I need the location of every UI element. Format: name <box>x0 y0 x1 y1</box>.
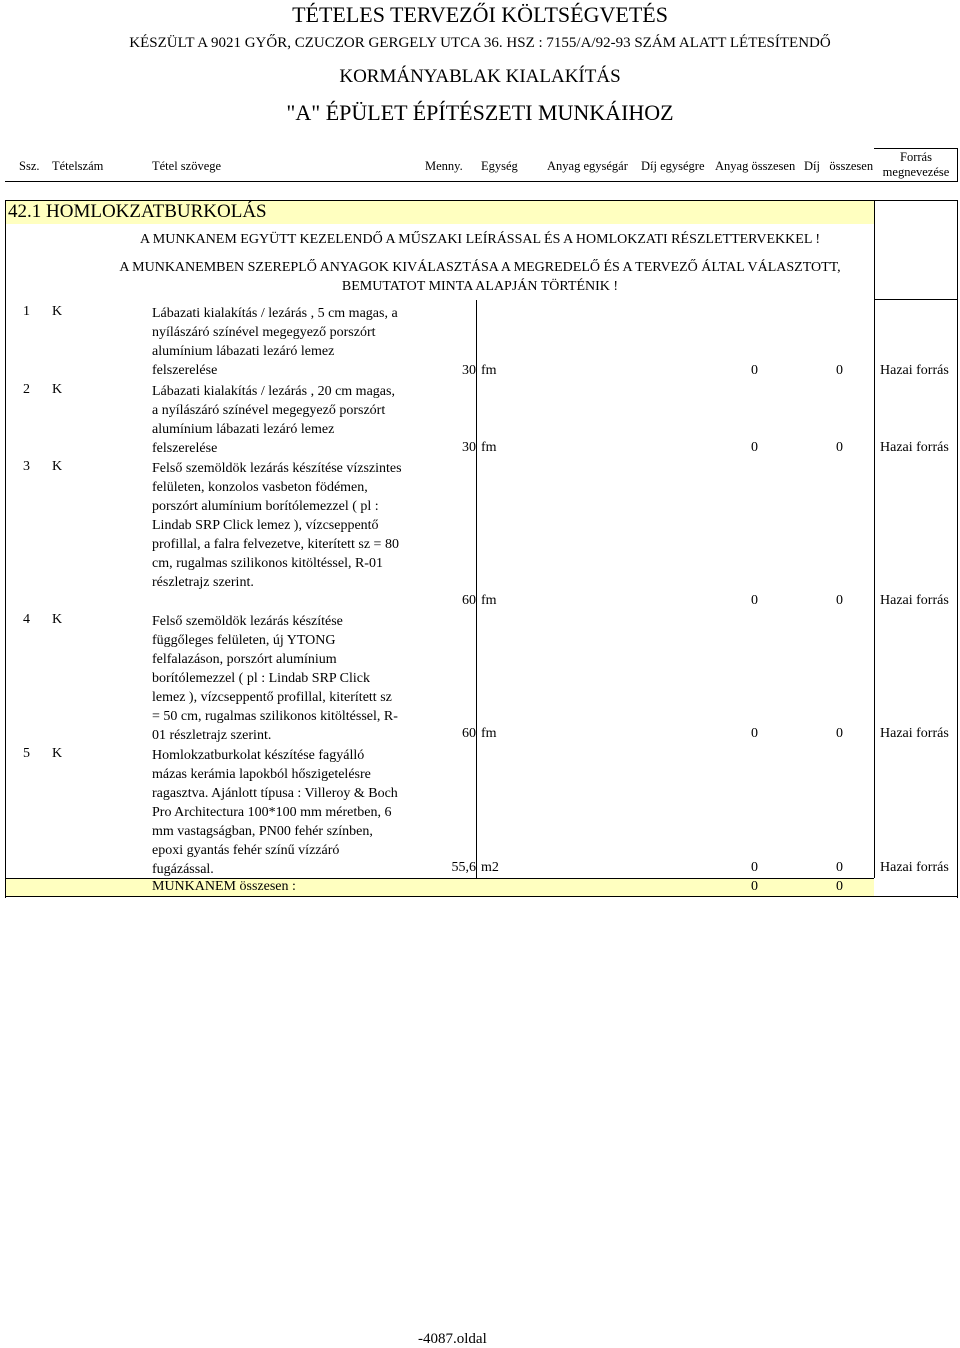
col-divider-menny <box>476 300 477 878</box>
item-2-anyag: 0 <box>751 440 758 455</box>
note-2b: BEMUTATOT MINTA ALAPJÁN TÖRTÉNIK ! <box>341 279 619 294</box>
address-line: KÉSZÜLT A 9021 GYŐR, CZUCZOR GERGELY UTCA 36. HSZ : 7155/A/92-93 SZÁM ALATT LÉTESÍTENDŐ <box>129 35 831 51</box>
item-5-kod: K <box>52 746 63 761</box>
forras-right-rule <box>957 148 958 182</box>
item-1-egyseg: fm <box>481 363 497 378</box>
item-3-ssz: 3 <box>23 459 30 474</box>
total-label: MUNKANEM összesen : <box>152 879 296 894</box>
section-divider-bottom <box>874 299 957 300</box>
item-3-egyseg: fm <box>481 593 497 608</box>
col-dij-osszesen: Díj összesen <box>804 159 874 173</box>
item-1-dij: 0 <box>836 363 843 378</box>
item-5-anyag: 0 <box>751 860 758 875</box>
note-2a: A MUNKANEMBEN SZEREPLŐ ANYAGOK KIVÁLASZTÁSA A MEGREDELŐ ÉS A TERVEZŐ ÁLTAL VÁLASZTOTT, <box>119 260 841 275</box>
header-bottom-rule <box>5 181 957 182</box>
col-anyag-osszesen: Anyag összesen <box>715 159 796 173</box>
col-divider-forras <box>874 300 875 878</box>
note-1: A MUNKANEM EGYÜTT KEZELENDŐ A MŰSZAKI LEÍRÁSSAL ÉS A HOMLOKZATI RÉSZLETTERVEKKEL ! <box>139 232 821 247</box>
item-1-anyag: 0 <box>751 363 758 378</box>
item-5-egyseg: m2 <box>481 860 499 875</box>
col-egyseg: Egység <box>481 159 518 173</box>
item-5-forras: Hazai forrás <box>880 860 949 875</box>
item-3-text: Felső szemöldök lezárás készítése vízszintes felületen, konzolos vasbeton födémen, porszórt alumínium borítólemezzel ( pl : Lindab SRP Click lemez ), vízcseppentő profillal, a falra felvezetve, kiterített sz = 80 cm, rugalmas szilikonos kitöltéssel, R-01 részletrajz szerint. <box>152 461 402 590</box>
forras-top-rule <box>874 148 957 149</box>
page-number: -4087.oldal <box>418 1331 487 1347</box>
item-2-dij: 0 <box>836 440 843 455</box>
item-5-text: Homlokzatburkolat készítése fagyálló mázas kerámia lapokból hőszigetelésre ragasztva. Ajánlott típusa : Villeroy & Boch Pro Architectura 100*100 mm méretben, 6 mm vastagságban, PN00 fehér színben, epoxi gyantás fehér színű vízzáró fugázással. <box>152 748 398 877</box>
item-4-forras: Hazai forrás <box>880 726 949 741</box>
table-left-rule <box>5 200 6 898</box>
item-1-forras: Hazai forrás <box>880 363 949 378</box>
item-2-text: Lábazati kialakítás / lezárás , 20 cm magas, a nyílászáró színével megegyező porszórt alumínium lábazati lezáró lemez felszerelése <box>152 384 395 456</box>
table-top-rule <box>5 200 958 201</box>
item-1-kod: K <box>52 304 63 319</box>
item-1-menny: 30 <box>462 363 476 378</box>
item-2-kod: K <box>52 382 63 397</box>
col-anyag-egysegar: Anyag egységár <box>547 159 628 173</box>
item-4-egyseg: fm <box>481 726 497 741</box>
item-4-kod: K <box>52 612 63 627</box>
item-2-ssz: 2 <box>23 382 30 397</box>
col-ssz: Ssz. <box>19 159 40 173</box>
item-5-menny: 55,6 <box>451 860 476 875</box>
total-dij: 0 <box>836 879 843 894</box>
col-tetelszam: Tételszám <box>52 159 104 173</box>
document-title: TÉTELES TERVEZŐI KÖLTSÉGVETÉS <box>292 2 668 27</box>
item-4-ssz: 4 <box>23 612 30 627</box>
item-4-anyag: 0 <box>751 726 758 741</box>
item-2-menny: 30 <box>462 440 476 455</box>
item-1-ssz: 1 <box>23 304 30 319</box>
table-bottom-rule <box>5 896 958 897</box>
col-tetel-szovege: Tétel szövege <box>152 159 222 173</box>
item-1-text: Lábazati kialakítás / lezárás , 5 cm magas, a nyílászáró színével megegyező porszórt alumínium lábazati lezáró lemez felszerelése <box>152 306 398 378</box>
item-5-dij: 0 <box>836 860 843 875</box>
item-3-anyag: 0 <box>751 593 758 608</box>
total-anyag: 0 <box>751 879 758 894</box>
item-4-text: Felső szemöldök lezárás készítése függőleges felületen, új YTONG felfalazáson, porszórt alumínium borítólemezzel ( pl : Lindab SRP Click lemez ), vízcseppentő profillal, kiterített sz = 50 cm, rugalmas szilikonos kitöltéssel, R- 01 részletrajz szerint. <box>152 614 398 743</box>
col-dij-egysegre: Díj egységre <box>641 159 705 173</box>
table-right-rule <box>957 200 958 898</box>
subtitle-line: KORMÁNYABLAK KIALAKÍTÁS <box>339 66 621 87</box>
item-3-dij: 0 <box>836 593 843 608</box>
section-title: 42.1 HOMLOKZATBURKOLÁS <box>8 201 267 222</box>
item-3-kod: K <box>52 459 63 474</box>
col-forras: Forrás megnevezése <box>882 150 950 179</box>
item-3-forras: Hazai forrás <box>880 593 949 608</box>
item-2-forras: Hazai forrás <box>880 440 949 455</box>
item-4-menny: 60 <box>462 726 476 741</box>
item-2-egyseg: fm <box>481 440 497 455</box>
col-menny: Menny. <box>425 159 463 173</box>
item-3-menny: 60 <box>462 593 476 608</box>
item-5-ssz: 5 <box>23 746 30 761</box>
item-4-dij: 0 <box>836 726 843 741</box>
subtitle-line-2: "A" ÉPÜLET ÉPÍTÉSZETI MUNKÁIHOZ <box>286 100 674 125</box>
